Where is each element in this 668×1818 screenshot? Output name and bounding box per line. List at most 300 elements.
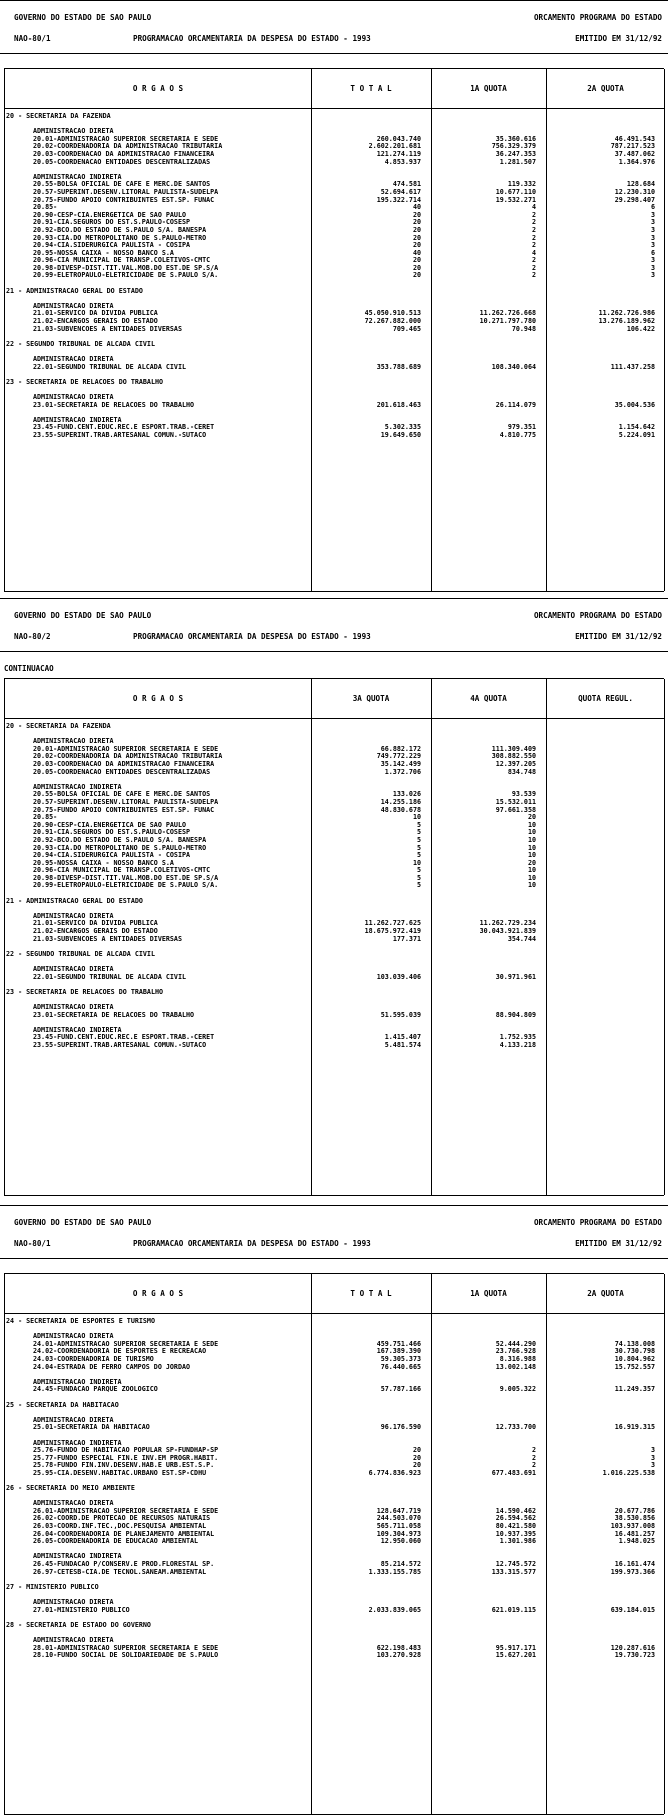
column-header: 3A QUOTA: [352, 694, 390, 703]
value-cell: 749.772.229: [376, 752, 421, 761]
value-cell: 111.437.258: [610, 362, 655, 371]
row-label: 28.10-FUNDO SOCIAL DE SOLIDARIEDADE DE S.PAULO: [33, 1651, 219, 1660]
value-cell: 19.649.650: [380, 430, 421, 439]
value-cell: 199.973.366: [610, 1567, 655, 1576]
value-cell: 11.262.726.668: [479, 309, 536, 318]
row-label: 23.45-FUND.CENT.EDUC.REC.E ESPORT.TRAB.-CERET: [33, 423, 215, 432]
value-cell: 12.397.205: [495, 759, 536, 768]
value-cell: 459.751.466: [376, 1339, 421, 1348]
value-cell: 3: [650, 233, 655, 242]
row-label: ADMINISTRACAO INDIRETA: [33, 415, 122, 424]
row-label: 21 - ADMINISTRACAO GERAL DO ESTADO: [6, 286, 143, 295]
row-label: ADMINISTRACAO DIRETA: [33, 1635, 114, 1644]
report-sheet-2: [0, 598, 668, 1049]
row-label: ADMINISTRACAO DIRETA: [33, 1499, 114, 1508]
value-cell: 96.176.590: [380, 1423, 421, 1432]
emission-date: EMITIDO EM 31/12/92: [575, 34, 662, 43]
row-label: 25.01-SECRETARIA DA HABITACAO: [33, 1423, 150, 1432]
row-label: 20.94-CIA.SIDERURGICA PAULISTA - COSIPA: [33, 241, 191, 250]
row-label: 21 - ADMINISTRACAO GERAL DO ESTADO: [6, 896, 143, 905]
row-label: 20.95-NOSSA CAIXA - NOSSO BANCO S.A: [33, 858, 174, 867]
emission-date: EMITIDO EM 31/12/92: [575, 632, 662, 641]
section-heading: [5, 989, 664, 997]
value-cell: 260.043.740: [376, 134, 421, 143]
value-cell: 5: [416, 881, 421, 890]
row-label: 28.01-ADMINISTRACAO SUPERIOR SECRETARIA E SEDE: [33, 1643, 219, 1652]
table-row: [5, 1424, 664, 1432]
row-label: ADMINISTRACAO DIRETA: [33, 1332, 114, 1341]
table-row: [5, 1569, 664, 1577]
value-cell: 80.421.580: [495, 1522, 536, 1531]
section-heading: [5, 1622, 664, 1630]
row-label: ADMINISTRACAO DIRETA: [33, 127, 114, 136]
value-cell: 20: [412, 218, 421, 227]
value-cell: 1.301.986: [499, 1537, 536, 1546]
value-cell: 40: [412, 248, 421, 257]
value-cell: 133.315.577: [491, 1567, 536, 1576]
value-cell: 10: [527, 843, 536, 852]
value-cell: 787.217.523: [610, 142, 655, 151]
column-divider: [664, 69, 665, 591]
value-cell: 354.744: [507, 934, 536, 943]
table-row: [5, 432, 664, 440]
value-cell: 3: [650, 241, 655, 250]
value-cell: 10: [527, 820, 536, 829]
value-cell: 2: [531, 263, 536, 272]
value-cell: 2: [531, 271, 536, 280]
value-cell: 52.694.617: [380, 187, 421, 196]
value-cell: 2: [531, 210, 536, 219]
value-cell: 133.026: [392, 790, 421, 799]
value-cell: 11.262.729.234: [479, 919, 536, 928]
value-cell: 20: [412, 256, 421, 265]
value-cell: 29.298.407: [614, 195, 655, 204]
value-cell: 20: [412, 241, 421, 250]
value-cell: 26.114.079: [495, 400, 536, 409]
table-row: [5, 807, 664, 815]
section-heading: [5, 341, 664, 349]
report-header: [0, 0, 668, 54]
row-label: 20.96-CIA MUNICIPAL DE TRANSP.COLETIVOS-CMTC: [33, 866, 211, 875]
column-header: O R G A O S: [132, 84, 184, 93]
value-cell: 35.142.499: [380, 759, 421, 768]
row-spacer: [5, 1576, 664, 1584]
value-cell: 10.677.110: [495, 187, 536, 196]
row-label: 22.01-SEGUNDO TRIBUNAL DE ALCADA CIVIL: [33, 362, 186, 371]
row-label: 28 - SECRETARIA DE ESTADO DO GOVERNO: [6, 1620, 151, 1629]
table-row: [5, 1364, 664, 1372]
row-label: 20.90-CESP-CIA.ENERGETICA DE SAO PAULO: [33, 210, 186, 219]
value-cell: 20: [412, 1453, 421, 1462]
value-cell: 5.224.091: [618, 430, 655, 439]
table-row: [5, 1538, 664, 1546]
government-name: GOVERNO DO ESTADO DE SAO PAULO: [14, 1218, 152, 1227]
row-label: 26.02-COORD.DE PROTECAO DE RECURSOS NATURAIS: [33, 1514, 211, 1523]
budget-table: [4, 68, 664, 592]
section-heading: [5, 113, 664, 121]
value-cell: 12.230.310: [614, 187, 655, 196]
budget-table: [4, 1273, 664, 1815]
row-label: ADMINISTRACAO INDIRETA: [33, 1552, 122, 1561]
row-label: 23.01-SECRETARIA DE RELACOES DO TRABALHO: [33, 1010, 195, 1019]
value-cell: 11.262.727.625: [364, 919, 421, 928]
report-sheet-1: [0, 0, 668, 439]
value-cell: 97.661.358: [495, 805, 536, 814]
row-label: 20.85-: [33, 203, 58, 212]
row-label: 20 - SECRETARIA DA FAZENDA: [6, 722, 111, 730]
report-header: [0, 1205, 668, 1259]
row-label: 20.98-DIVESP-DIST.TIT.VAL.MOB.DO EST.DE SP.S/A: [33, 873, 219, 882]
value-cell: 5: [416, 820, 421, 829]
value-cell: 756.329.379: [491, 142, 536, 151]
value-cell: 622.198.483: [376, 1643, 421, 1652]
row-label: 27.01-MINISTERIO PUBLICO: [33, 1605, 130, 1614]
row-label: 26.05-COORDENADORIA DE EDUCACAO AMBIENTAL: [33, 1537, 199, 1546]
budget-program-label: ORCAMENTO PROGRAMA DO ESTADO: [533, 1218, 662, 1227]
value-cell: 128.684: [626, 180, 655, 189]
value-cell: 3: [650, 1461, 655, 1470]
row-label: 23.01-SECRETARIA DE RELACOES DO TRABALHO: [33, 400, 195, 409]
value-cell: 38.530.856: [614, 1514, 655, 1523]
value-cell: 12.950.060: [380, 1537, 421, 1546]
table-row: [5, 769, 664, 777]
value-cell: 20.677.786: [614, 1506, 655, 1515]
row-label: 20.57-SUPERINT.DESENV.LITORAL PAULISTA-SUDELPA: [33, 797, 219, 806]
row-label: 20.93-CIA.DO METROPOLITANO DE S.PAULO-METRO: [33, 843, 207, 852]
value-cell: 2: [531, 256, 536, 265]
table-row: [5, 1652, 664, 1660]
table-row: [5, 326, 664, 334]
value-cell: 474.581: [392, 180, 421, 189]
row-label: 21.03-SUBVENCOES A ENTIDADES DIVERSAS: [33, 324, 182, 333]
row-label: 23 - SECRETARIA DE RELACOES DO TRABALHO: [6, 987, 164, 996]
row-label: ADMINISTRACAO INDIRETA: [33, 782, 122, 791]
row-label: 24.01-ADMINISTRACAO SUPERIOR SECRETARIA E SEDE: [33, 1339, 219, 1348]
row-label: 20.95-NOSSA CAIXA - NOSSO BANCO S.A: [33, 248, 174, 257]
row-label: ADMINISTRACAO INDIRETA: [33, 1438, 122, 1447]
row-label: 22.01-SEGUNDO TRIBUNAL DE ALCADA CIVIL: [33, 972, 186, 981]
table-row: [5, 882, 664, 890]
value-cell: 18.675.972.419: [364, 927, 421, 936]
row-label: 23.55-SUPERINT.TRAB.ARTESANAL COMUN.-SUTACO: [33, 430, 207, 439]
value-cell: 109.304.973: [376, 1529, 421, 1538]
value-cell: 70.948: [511, 324, 536, 333]
value-cell: 8.316.988: [499, 1354, 536, 1363]
value-cell: 15.532.011: [495, 797, 536, 806]
value-cell: 4: [531, 203, 536, 212]
row-label: 20.90-CESP-CIA.ENERGETICA DE SAO PAULO: [33, 820, 186, 829]
row-label: 20.85-: [33, 813, 58, 822]
column-header: 1A QUOTA: [470, 84, 507, 93]
report-title: PROGRAMACAO ORCAMENTARIA DA DESPESA DO ESTADO - 1993: [133, 1239, 371, 1248]
value-cell: 1.372.706: [384, 767, 421, 776]
value-cell: 308.882.550: [491, 752, 536, 761]
value-cell: 12.745.572: [495, 1560, 536, 1568]
report-title: PROGRAMACAO ORCAMENTARIA DA DESPESA DO ESTADO - 1993: [133, 34, 371, 43]
column-header: T O T A L: [350, 1289, 392, 1298]
row-label: 21.02-ENCARGOS GERAIS DO ESTADO: [33, 317, 158, 326]
row-label: 25.78-FUNDO FIN.INV.DESENV.HAB.E URB.EST.S.P.: [33, 1461, 215, 1470]
row-label: 20.99-ELETROPAULO-ELETRICIDADE DE S.PAULO S/A.: [33, 271, 219, 280]
row-label: 26.03-COORD.INF.TEC.,DOC.PESQUISA AMBIENTAL: [33, 1522, 207, 1531]
row-label: ADMINISTRACAO DIRETA: [33, 392, 114, 401]
value-cell: 3: [650, 218, 655, 227]
row-label: 20.96-CIA MUNICIPAL DE TRANSP.COLETIVOS-CMTC: [33, 256, 211, 265]
value-cell: 88.904.809: [495, 1010, 536, 1019]
value-cell: 85.214.572: [380, 1560, 421, 1568]
value-cell: 20: [412, 225, 421, 234]
value-cell: 111.309.409: [491, 744, 536, 753]
value-cell: 1.016.225.538: [602, 1468, 655, 1477]
value-cell: 565.711.058: [376, 1522, 421, 1531]
section-heading: [5, 723, 664, 731]
table-row: [5, 1012, 664, 1020]
value-cell: 14.590.462: [495, 1506, 536, 1515]
row-label: 20.02-COORDENADORIA DA ADMINISTRACAO TRIBUTARIA: [33, 142, 223, 151]
table-row: [5, 1607, 664, 1615]
value-cell: 30.043.921.839: [479, 927, 536, 936]
value-cell: 15.752.557: [614, 1362, 655, 1371]
row-label: 20.55-BOLSA OFICIAL DE CAFE E MERC.DE SANTOS: [33, 790, 211, 799]
column-divider: [664, 679, 665, 1195]
value-cell: 45.050.910.513: [364, 309, 421, 318]
row-label: 21.01-SERVICO DA DIVIDA PUBLICA: [33, 309, 158, 318]
value-cell: 20: [412, 233, 421, 242]
value-cell: 14.255.186: [380, 797, 421, 806]
value-cell: 16.161.474: [614, 1560, 655, 1568]
value-cell: 46.491.543: [614, 134, 655, 143]
row-label: 21.01-SERVICO DA DIVIDA PUBLICA: [33, 919, 158, 928]
value-cell: 3: [650, 263, 655, 272]
value-cell: 72.267.882.000: [364, 317, 421, 326]
value-cell: 10.804.962: [614, 1354, 655, 1363]
value-cell: 106.422: [626, 324, 655, 333]
value-cell: 26.594.562: [495, 1514, 536, 1523]
row-label: 20.05-COORDENACAO ENTIDADES DESCENTRALIZADAS: [33, 767, 211, 776]
value-cell: 3: [650, 1446, 655, 1455]
row-label: 20.99-ELETROPAULO-ELETRICIDADE DE S.PAULO S/A.: [33, 881, 219, 890]
value-cell: 4.853.937: [384, 157, 421, 166]
value-cell: 1.752.935: [499, 1033, 536, 1042]
value-cell: 16.481.257: [614, 1529, 655, 1538]
value-cell: 10: [527, 835, 536, 844]
value-cell: 20: [412, 271, 421, 280]
row-label: 26.97-CETESB-CIA.DE TECNOL.SANEAM.AMBIENTAL: [33, 1567, 207, 1576]
row-label: 20.01-ADMINISTRACAO SUPERIOR SECRETARIA E SEDE: [33, 744, 219, 753]
table-body: [5, 723, 664, 1050]
table-row: [5, 974, 664, 982]
row-label: 20.05-COORDENACAO ENTIDADES DESCENTRALIZADAS: [33, 157, 211, 166]
value-cell: 128.647.719: [376, 1506, 421, 1515]
column-header: 4A QUOTA: [470, 694, 507, 703]
value-cell: 979.351: [507, 423, 536, 432]
value-cell: 48.830.678: [380, 805, 421, 814]
value-cell: 10: [527, 881, 536, 890]
row-label: 20.75-FUNDO APOIO CONTRIBUINTES EST.SP. FUNAC: [33, 805, 215, 814]
table-row: [5, 1470, 664, 1478]
value-cell: 13.276.189.962: [598, 317, 655, 326]
row-label: 20.03-COORDENACAO DA ADMINISTRACAO FINANCEIRA: [33, 149, 215, 158]
value-cell: 2: [531, 233, 536, 242]
value-cell: 195.322.714: [376, 195, 421, 204]
report-sheet-3: [0, 1205, 668, 1660]
table-row: [5, 1386, 664, 1394]
value-cell: 5: [416, 873, 421, 882]
row-label: 21.02-ENCARGOS GERAIS DO ESTADO: [33, 927, 158, 936]
row-label: 20.55-BOLSA OFICIAL DE CAFE E MERC.DE SANTOS: [33, 180, 211, 189]
value-cell: 5.302.335: [384, 423, 421, 432]
value-cell: 10.271.797.780: [479, 317, 536, 326]
row-label: 26 - SECRETARIA DO MEIO AMBIENTE: [6, 1484, 135, 1493]
row-label: 25.95-CIA.DESENV.HABITAC.URBANO EST.SP-CDHU: [33, 1468, 207, 1477]
row-label: 26.45-FUNDACAO P/CONSERV.E PROD.FLORESTAL SP.: [33, 1560, 215, 1568]
value-cell: 201.618.463: [376, 400, 421, 409]
value-cell: 103.270.928: [376, 1651, 421, 1660]
value-cell: 12.733.700: [495, 1423, 536, 1432]
row-label: 20.91-CIA.SEGUROS DO EST.S.PAULO-COSESP: [33, 218, 191, 227]
value-cell: 11.249.357: [614, 1385, 655, 1394]
government-name: GOVERNO DO ESTADO DE SAO PAULO: [14, 13, 152, 22]
row-label: 23.55-SUPERINT.TRAB.ARTESANAL COMUN.-SUTACO: [33, 1040, 207, 1049]
value-cell: 3: [650, 1453, 655, 1462]
row-label: 23 - SECRETARIA DE RELACOES DO TRABALHO: [6, 377, 164, 386]
report-code: NAO-80/1: [14, 1239, 51, 1248]
value-cell: 20: [527, 813, 536, 822]
value-cell: 37.487.062: [614, 149, 655, 158]
row-label: ADMINISTRACAO INDIRETA: [33, 1377, 122, 1386]
table-header: [5, 679, 664, 719]
row-label: ADMINISTRACAO DIRETA: [33, 965, 114, 973]
value-cell: 93.539: [511, 790, 536, 799]
row-label: 25 - SECRETARIA DA HABITACAO: [6, 1400, 119, 1409]
table-row: [5, 936, 664, 944]
value-cell: 6: [650, 203, 655, 212]
row-label: ADMINISTRACAO DIRETA: [33, 1415, 114, 1424]
value-cell: 4.133.218: [499, 1040, 536, 1049]
row-label: 20.94-CIA.SIDERURGICA PAULISTA - COSIPA: [33, 851, 191, 860]
value-cell: 120.287.616: [610, 1643, 655, 1652]
value-cell: 6: [650, 248, 655, 257]
emission-date: EMITIDO EM 31/12/92: [575, 1239, 662, 1248]
row-label: ADMINISTRACAO DIRETA: [33, 1597, 114, 1606]
value-cell: 57.787.166: [380, 1385, 421, 1394]
value-cell: 20: [412, 263, 421, 272]
section-heading: [5, 1485, 664, 1493]
value-cell: 23.766.928: [495, 1347, 536, 1356]
value-cell: 10.937.395: [495, 1529, 536, 1538]
row-label: 20.01-ADMINISTRACAO SUPERIOR SECRETARIA E SEDE: [33, 134, 219, 143]
value-cell: 5.481.574: [384, 1040, 421, 1049]
row-label: 24.02-COORDENADORIA DE ESPORTES E RECREACAO: [33, 1347, 207, 1356]
row-label: ADMINISTRACAO INDIRETA: [33, 172, 122, 181]
value-cell: 3: [650, 210, 655, 219]
section-heading: [5, 1318, 664, 1326]
row-label: ADMINISTRACAO DIRETA: [33, 301, 114, 310]
report-code: NAO-80/2: [14, 632, 51, 641]
column-header: 2A QUOTA: [587, 84, 624, 93]
row-label: 26.01-ADMINISTRACAO SUPERIOR SECRETARIA E SEDE: [33, 1506, 219, 1515]
value-cell: 2: [531, 241, 536, 250]
value-cell: 13.002.148: [495, 1362, 536, 1371]
value-cell: 1.948.025: [618, 1537, 655, 1546]
report-code: NAO-80/1: [14, 34, 51, 43]
value-cell: 3: [650, 256, 655, 265]
value-cell: 36.247.353: [495, 149, 536, 158]
row-label: 20 - SECRETARIA DA FAZENDA: [6, 112, 111, 120]
table-body: [5, 113, 664, 440]
value-cell: 11.262.726.986: [598, 309, 655, 318]
section-heading: [5, 1584, 664, 1592]
value-cell: 103.039.406: [376, 972, 421, 981]
value-cell: 5: [416, 843, 421, 852]
value-cell: 2.602.201.681: [368, 142, 421, 151]
value-cell: 121.274.119: [376, 149, 421, 158]
value-cell: 119.332: [507, 180, 536, 189]
value-cell: 677.483.691: [491, 1468, 536, 1477]
table-body: [5, 1318, 664, 1660]
table-header: [5, 69, 664, 109]
row-label: ADMINISTRACAO DIRETA: [33, 1002, 114, 1011]
row-label: ADMINISTRACAO INDIRETA: [33, 1025, 122, 1034]
row-label: 27 - MINISTERIO PUBLICO: [6, 1582, 99, 1591]
value-cell: 15.627.201: [495, 1651, 536, 1660]
section-heading: [5, 379, 664, 387]
value-cell: 19.730.723: [614, 1651, 655, 1660]
row-label: ADMINISTRACAO DIRETA: [33, 737, 114, 746]
row-label: 21.03-SUBVENCOES A ENTIDADES DIVERSAS: [33, 934, 182, 943]
value-cell: 1.154.642: [618, 423, 655, 432]
row-label: 24.04-ESTRADA DE FERRO CAMPOS DO JORDAO: [33, 1362, 191, 1371]
row-label: ADMINISTRACAO DIRETA: [33, 355, 114, 363]
value-cell: 1.333.155.785: [368, 1567, 421, 1576]
value-cell: 108.340.064: [491, 362, 536, 371]
value-cell: 10: [527, 866, 536, 875]
value-cell: 621.019.115: [491, 1605, 536, 1614]
column-header: O R G A O S: [132, 694, 184, 703]
value-cell: 51.595.039: [380, 1010, 421, 1019]
budget-program-label: ORCAMENTO PROGRAMA DO ESTADO: [533, 13, 662, 22]
row-label: 24.03-COORDENADORIA DE TURISMO: [33, 1354, 154, 1363]
value-cell: 4: [531, 248, 536, 257]
value-cell: 2: [531, 1453, 536, 1462]
row-label: 20.02-COORDENADORIA DA ADMINISTRACAO TRIBUTARIA: [33, 752, 223, 761]
continuation-label: CONTINUACAO: [4, 664, 54, 673]
report-title: PROGRAMACAO ORCAMENTARIA DA DESPESA DO ESTADO - 1993: [133, 632, 371, 641]
value-cell: 52.444.290: [495, 1339, 536, 1348]
table-row: [5, 364, 664, 372]
value-cell: 2: [531, 218, 536, 227]
column-header: T O T A L: [350, 84, 392, 93]
value-cell: 9.005.322: [499, 1385, 536, 1394]
value-cell: 10: [527, 828, 536, 837]
column-header: QUOTA REGUL.: [578, 694, 633, 703]
value-cell: 244.503.070: [376, 1514, 421, 1523]
value-cell: 20: [527, 858, 536, 867]
row-label: 24.45-FUNDACAO PARQUE ZOOLOGICO: [33, 1385, 158, 1394]
section-heading: [5, 1402, 664, 1410]
budget-program-label: ORCAMENTO PROGRAMA DO ESTADO: [533, 611, 662, 620]
row-label: 25.76-FUNDO DE HABITACAO POPULAR SP-FUNDHAP-SP: [33, 1446, 219, 1455]
value-cell: 20: [412, 210, 421, 219]
value-cell: 30.971.961: [495, 972, 536, 981]
value-cell: 10: [412, 858, 421, 867]
value-cell: 20: [412, 1446, 421, 1455]
table-row: [5, 402, 664, 410]
value-cell: 3: [650, 225, 655, 234]
value-cell: 2.033.839.065: [368, 1605, 421, 1614]
budget-table: [4, 678, 664, 1196]
value-cell: 5: [416, 835, 421, 844]
